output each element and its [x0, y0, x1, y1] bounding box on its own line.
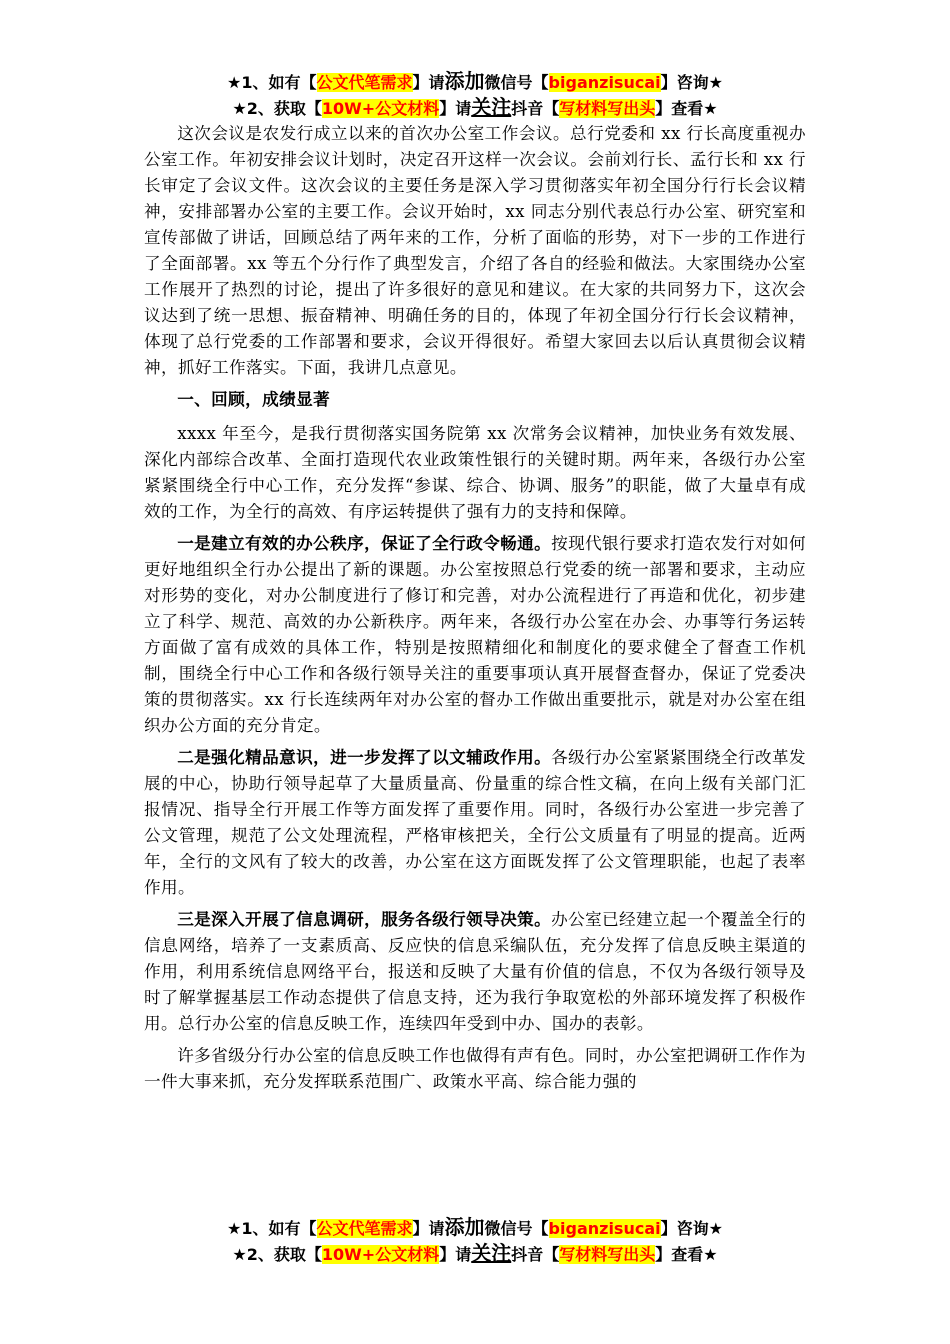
point-2-lead: 二是强化精品意识，进一步发挥了以文辅政作用。: [177, 748, 552, 767]
banner-line-2: [0, 1241, 950, 1267]
banner-text: 抖音【: [511, 99, 560, 118]
banner-line-2: [0, 95, 950, 121]
highlight-materials: 10W+公文材料: [321, 99, 440, 118]
paragraph-point-1: [144, 531, 806, 739]
banner-text: 】查看★: [655, 99, 718, 118]
banner-text: ★1、如有【: [227, 1219, 317, 1238]
point-1-text: 按现代银行要求打造农发行对如何更好地组织全行办公提出了新的课题。办公室按照总行党委的统一部署和要求，主动应对形势的变化，对办公制度进行了修订和完善，对办公流程进行了再造和优化，初步建立了科学、规范、高效的办公新秩序。两年来，各级行办公室在办会、办事等行务运转方面做了富有成效的具体工作，特别是按照精细化和制度化的要求健全了督查工作机制，围绕全行中心工作和各级行领导关注的重要事项认真开展督查督办，保证了党委决策的贯彻落实。xx 行长连续两年对办公室的督办工作做出重要批示，就是对办公室在组织办公方面的充分肯定。: [144, 534, 806, 735]
banner-text: 微信号【: [484, 73, 549, 92]
banner-text: 】咨询★: [660, 1219, 723, 1238]
banner-text: ★1、如有【: [227, 73, 317, 92]
highlight-douyin-account: 写材料写出头: [559, 1245, 656, 1264]
paragraph-point-2: [144, 745, 806, 901]
banner-text: ★2、获取【: [232, 1245, 322, 1264]
header-banner: [0, 69, 950, 121]
banner-line-1: [0, 69, 950, 95]
paragraph-point-3: [144, 907, 806, 1037]
banner-emphasis: 关注: [471, 1241, 512, 1265]
highlight-douyin-account: 写材料写出头: [559, 99, 656, 118]
banner-text: 】请: [412, 73, 445, 92]
point-3-lead: 三是深入开展了信息调研，服务各级行领导决策。: [177, 910, 552, 929]
paragraph-overview: xxxx 年至今，是我行贯彻落实国务院第 xx 次常务会议精神，加快业务有效发展、深化内部综合改革、全面打造现代农业政策性银行的关键时期。两年来，各级行办公室紧紧围绕全行中心工作，充分发挥“参谋、综合、协调、服务”的职能，做了大量卓有成效的工作，为全行的高效、有序运转提供了强有力的支持和保障。: [144, 424, 806, 521]
banner-text: 微信号【: [484, 1219, 549, 1238]
section-heading: 一、回顾，成绩显著: [177, 390, 331, 409]
banner-emphasis: 关注: [471, 95, 512, 119]
point-1-lead: 一是建立有效的办公秩序，保证了全行政令畅通。: [177, 534, 552, 553]
banner-emphasis: 添加: [444, 1215, 485, 1239]
highlight-materials: 10W+公文材料: [321, 1245, 440, 1264]
banner-text: 】请: [439, 1245, 472, 1264]
paragraph-continued: 许多省级分行办公室的信息反映工作也做得有声有色。同时，办公室把调研工作作为一件大事来抓，充分发挥联系范围广、政策水平高、综合能力强的: [144, 1046, 806, 1091]
document-body: [144, 121, 806, 1101]
point-2-text: 各级行办公室紧紧围绕全行改革发展的中心，协助行领导起草了大量质量高、份量重的综合性文稿，在向上级有关部门汇报情况、指导全行开展工作等方面发挥了重要作用。同时，各级行办公室进一步完善了公文管理，规范了公文处理流程，严格审核把关，全行公文质量有了明显的提高。近两年，全行的文风有了较大的改善，办公室在这方面既发挥了公文管理职能，也起了表率作用。: [144, 748, 806, 897]
point-3-text: 办公室已经建立起一个覆盖全行的信息网络，培养了一支素质高、反应快的信息采编队伍，充分发挥了信息反映主渠道的作用，利用系统信息网络平台，报送和反映了大量有价值的信息，不仅为各级行领导及时了解掌握基层工作动态提供了信息支持，还为我行争取宽松的外部环境发挥了积极作用。总行办公室的信息反映工作，连续四年受到中办、国办的表彰。: [144, 910, 806, 1033]
banner-text: 抖音【: [511, 1245, 560, 1264]
highlight-service: 公文代笔需求: [316, 1219, 413, 1238]
banner-line-1: [0, 1215, 950, 1241]
paragraph-intro: 这次会议是农发行成立以来的首次办公室工作会议。总行党委和 xx 行长高度重视办公室工作。年初安排会议计划时，决定召开这样一次会议。会前刘行长、孟行长和 xx 行长审定了会议文件。这次会议的主要任务是深入学习贯彻落实年初全国分行行长会议精神，安排部署办公室的主要工作。会议开始时，xx 同志分别代表总行办公室、研究室和宣传部做了讲话，回顾总结了两年来的工作，分析了面临的形势，对下一步的工作进行了全面部署。xx 等五个分行作了典型发言，介绍了各自的经验和做法。大家围绕办公室工作展开了热烈的讨论，提出了许多很好的意见和建议。在大家的共同努力下，这次会议达到了统一思想、振奋精神、明确任务的目的，体现了年初全国分行行长会议精神，体现了总行党委的工作部署和要求，会议开得很好。希望大家回去以后认真贯彻会议精神，抓好工作落实。下面，我讲几点意见。: [144, 124, 806, 377]
highlight-service: 公文代笔需求: [316, 73, 413, 92]
banner-text: 】请: [439, 99, 472, 118]
footer-banner: [0, 1215, 950, 1267]
highlight-wechat-id: biganzisucai: [548, 1219, 661, 1238]
banner-emphasis: 添加: [444, 69, 485, 93]
banner-text: 】请: [412, 1219, 445, 1238]
banner-text: ★2、获取【: [232, 99, 322, 118]
highlight-wechat-id: biganzisucai: [548, 73, 661, 92]
banner-text: 】查看★: [655, 1245, 718, 1264]
banner-text: 】咨询★: [660, 73, 723, 92]
